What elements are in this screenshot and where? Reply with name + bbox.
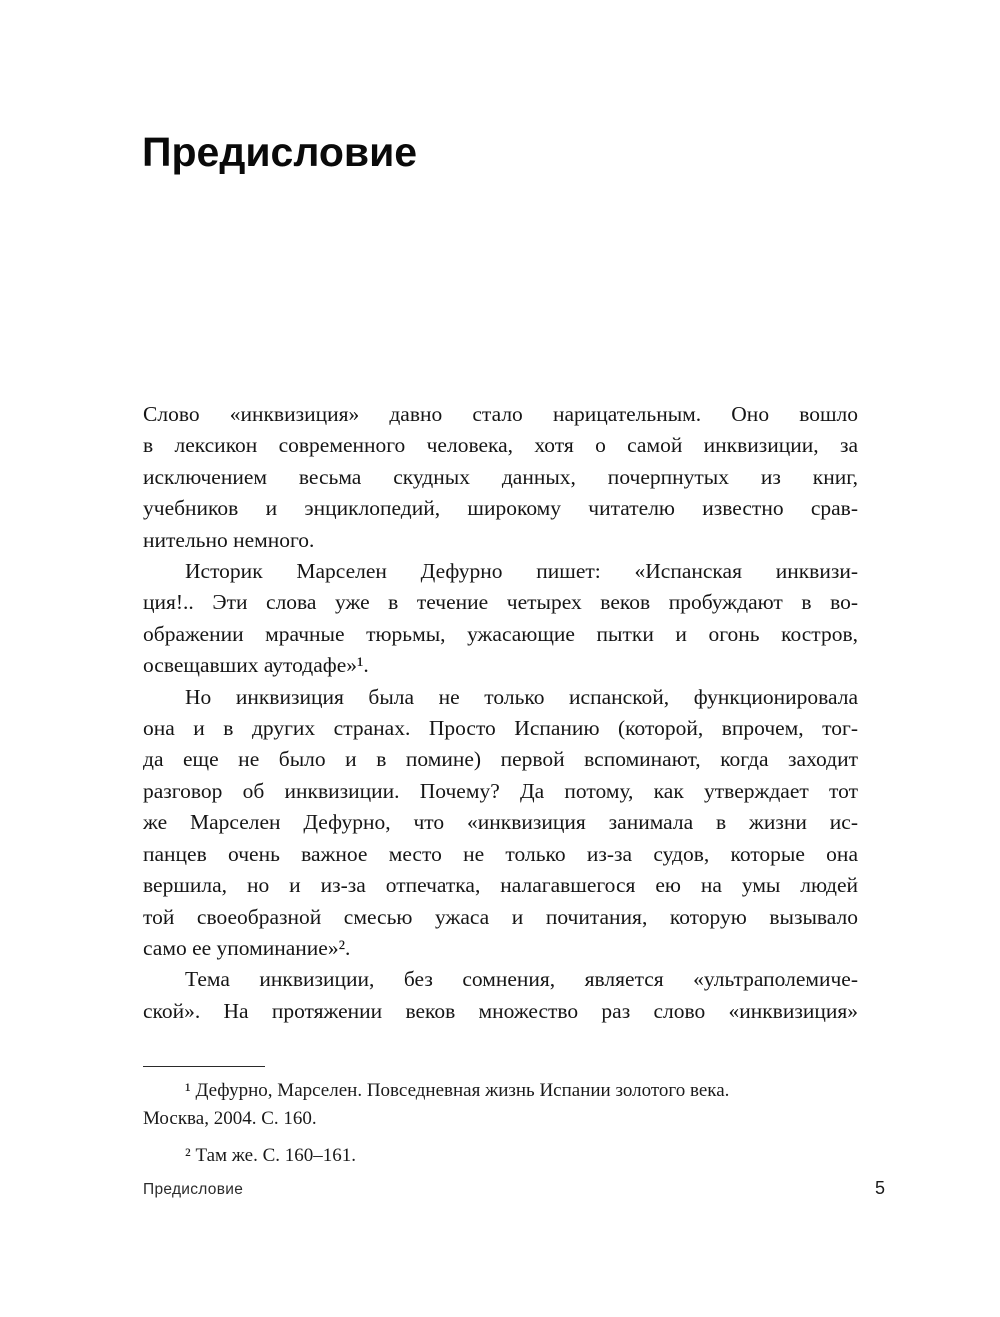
page-title: Предисловие <box>142 129 418 176</box>
running-title: Предисловие <box>143 1181 244 1198</box>
footnote-line: ² Там же. С. 160–161. <box>185 1145 357 1166</box>
text-line: же Марселен Дефурно, что «инквизиция занимала в жизни ис- <box>143 810 858 835</box>
text-line: учебников и энциклопедий, широкому читателю известно срав- <box>143 496 858 521</box>
text-line: ция!.. Эти слова уже в течение четырех веков пробуждают в во- <box>143 590 858 615</box>
text-line: она и в других странах. Просто Испанию (которой, впрочем, тог- <box>143 716 858 741</box>
footnote <box>143 1142 858 1170</box>
text-line: разговор об инквизиции. Почему? Да потому, как утверждает тот <box>143 778 858 803</box>
text-line: да еще не было и в помине) первой вспоминают, когда заходит <box>143 747 858 772</box>
text-line: Слово «инквизиция» давно стало нарицательным. Оно вошло <box>143 402 858 426</box>
text-line: той своеобразной смесью ужаса и почитания, которую вызывало <box>143 904 858 929</box>
text-line: ской». На протяжении веков множество раз слово «инквизиция» <box>143 998 858 1023</box>
page-footer <box>143 1178 885 1199</box>
text-line: само ее упоминание»². <box>143 935 351 960</box>
text-line: Тема инквизиции, без сомнения, является «ультраполемиче- <box>185 967 858 992</box>
text-line: панцев очень важное место не только из-за судов, которые она <box>143 841 858 866</box>
text-line: ображении мрачные тюрьмы, ужасающие пытки и огонь костров, <box>143 621 858 646</box>
footnotes-section <box>143 1066 858 1179</box>
footnote <box>143 1077 858 1133</box>
text-line: исключением весьма скудных данных, почерпнутых из книг, <box>143 464 858 489</box>
paragraph <box>143 964 858 1027</box>
paragraph <box>143 556 858 682</box>
text-line: вершила, но и из-за отпечатка, налагавшегося ею на умы людей <box>143 873 858 898</box>
footnote-line: Москва, 2004. С. 160. <box>143 1108 317 1129</box>
text-line: нительно немного. <box>143 527 315 552</box>
paragraph <box>143 399 858 556</box>
text-line: Но инквизиция была не только испанской, функционировала <box>185 684 858 709</box>
footnotes-list <box>143 1077 858 1170</box>
footnote-line: ¹ Дефурно, Марселен. Повседневная жизнь Испании золотого века. <box>185 1080 730 1101</box>
page-number: 5 <box>874 1178 885 1198</box>
text-line: Историк Марселен Дефурно пишет: «Испанская инквизи- <box>185 559 858 584</box>
text-line: освещавших аутодафе»¹. <box>143 653 369 678</box>
body-text <box>143 399 858 1027</box>
footnote-divider <box>143 1066 265 1067</box>
paragraph <box>143 682 858 965</box>
text-line: в лексикон современного человека, хотя о самой инквизиции, за <box>143 433 858 458</box>
